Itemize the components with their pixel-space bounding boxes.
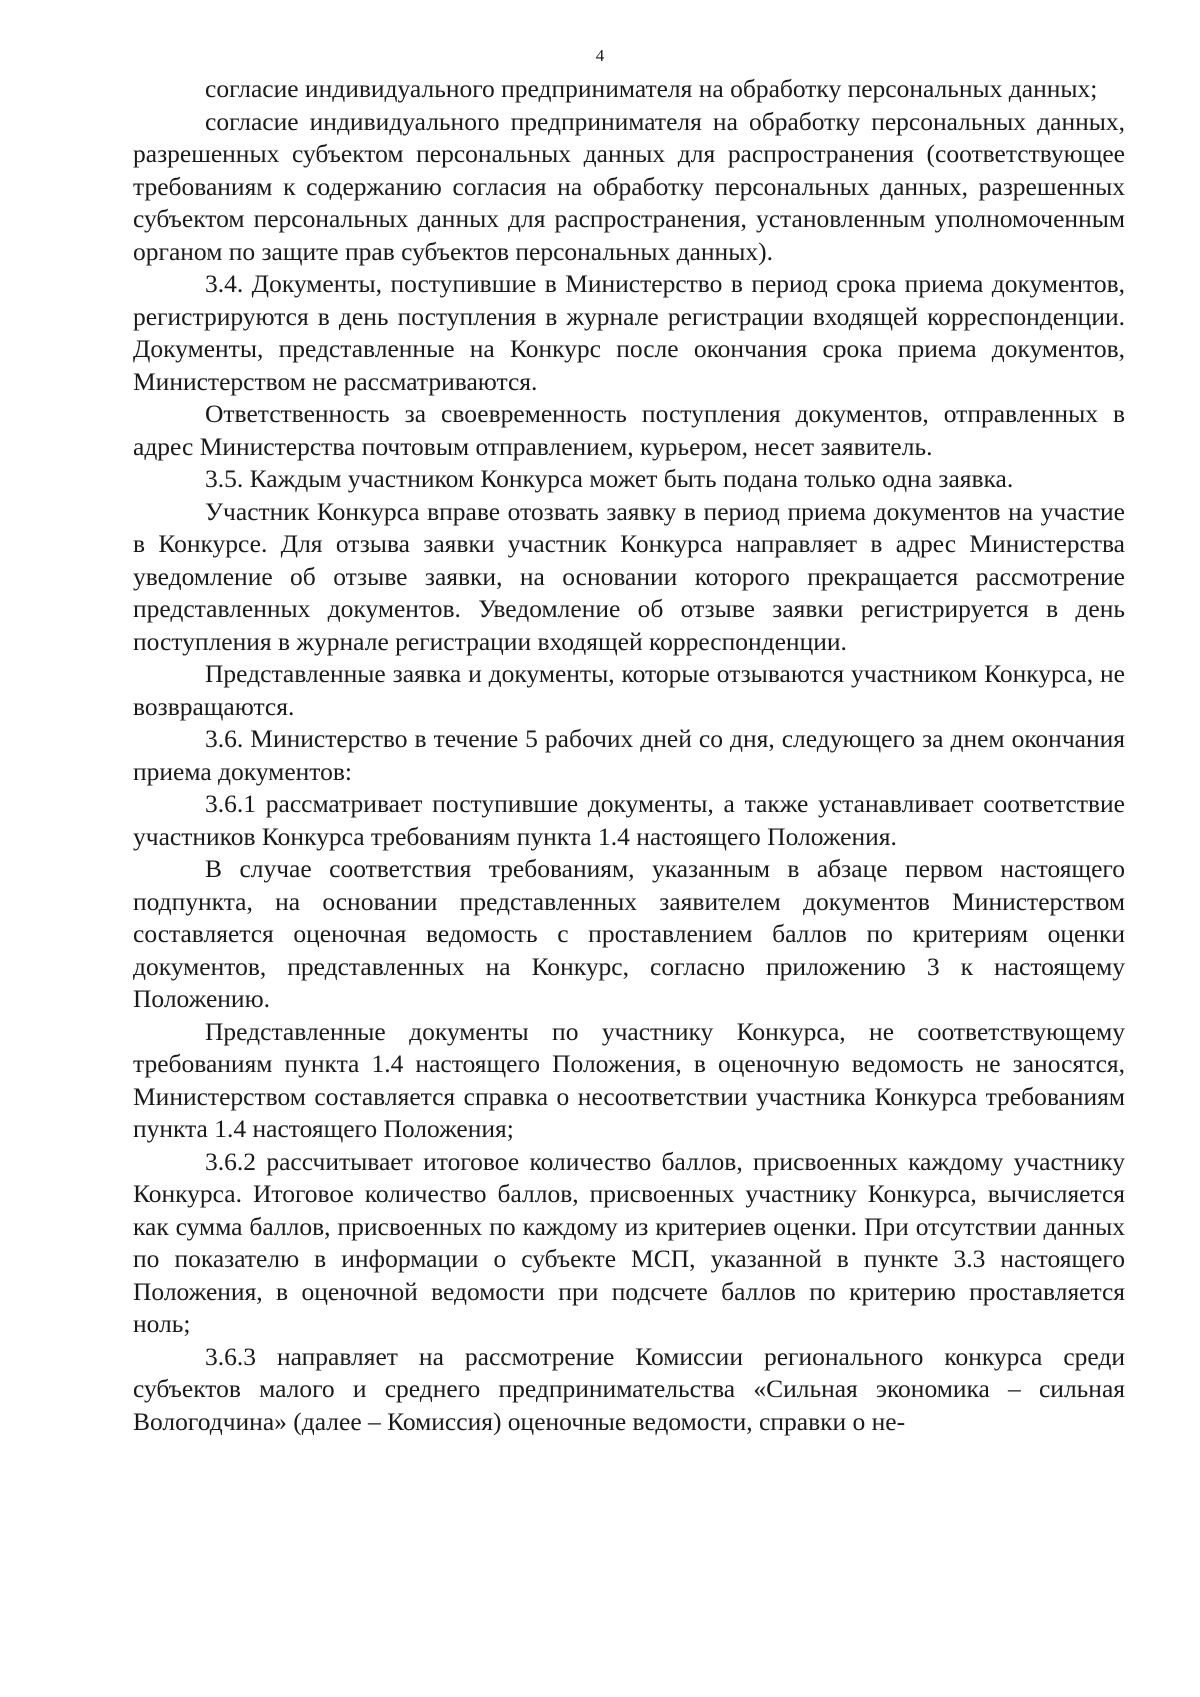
paragraph-not-returned: Представленные заявка и документы, которые отзываются участником Конкурса, не возвращаются. — [133, 659, 1125, 721]
paragraph-withdraw-application: Участник Конкурса вправе отозвать заявку в период приема документов на участие в Конкурсе. Для отзыва заявки участник Конкурса направляет в адрес Министерства уведомление об отзыве заявки, на основании которого прекращается рассмотрение представленных документов. Уведомление об отзыве заявки регистрируется в день поступления в журнале регистрации входящей корреспонденции. — [133, 496, 1125, 656]
paragraph-compliance-case: В случае соответствия требованиям, указанным в абзаце первом настоящего подпункта, на основании представленных заявителем документов Министерством составляется оценочная ведомость с проставлением баллов по критериям оценки документов, представленных на Конкурс, согласно приложению 3 к настоящему Положению. — [133, 854, 1125, 1013]
paragraph-non-compliance: Представленные документы по участнику Конкурса, не соответствующему требованиям пункта 1.4 настоящего Положения, в оценочную ведомость не заносятся, Министерством составляется справка о несоответствии участника Конкурса требованиям пункта 1.4 настоящего Положения; — [133, 1016, 1125, 1143]
paragraph-3-6-2: 3.6.2 рассчитывает итоговое количество баллов, присвоенных каждому участнику Конкурса. Итоговое количество баллов, присвоенных участнику Конкурса, вычисляется как сумма баллов, присвоенных по каждому из критериев оценки. При отсутствии данных по показателю в информации о субъекте МСП, указанной в пункте 3.3 настоящего Положения, в оценочной ведомости при подсчете баллов по критерию проставляется ноль; — [133, 1146, 1125, 1338]
paragraph-responsibility: Ответственность за своевременность поступления документов, отправленных в адрес Министерства почтовым отправлением, курьером, несет заявитель. — [133, 399, 1125, 461]
document-body — [133, 73, 1125, 1438]
paragraph-3-6-3: 3.6.3 направляет на рассмотрение Комиссии регионального конкурса среди субъектов малого и среднего предпринимательства «Сильная экономика – сильная Вологодчина» (далее – Комиссия) оценочные ведомости, справки о не- — [133, 1341, 1125, 1436]
paragraph-consent-personal-data: согласие индивидуального предпринимателя на обработку персональных данных; — [205, 74, 1098, 103]
paragraph-3-4: 3.4. Документы, поступившие в Министерство в период срока приема документов, регистрируются в день поступления в журнале регистрации входящей корреспонденции. Документы, представленные на Конкурс после окончания срока приема документов, Министерством не рассматриваются. — [133, 269, 1125, 396]
paragraph-3-6-1: 3.6.1 рассматривает поступившие документы, а также устанавливает соответствие участников Конкурса требованиям пункта 1.4 настоящего Положения. — [133, 789, 1125, 851]
paragraph-3-5: 3.5. Каждым участником Конкурса может быть подана только одна заявка. — [205, 464, 1014, 493]
page-number: 4 — [595, 46, 605, 65]
paragraph-3-6: 3.6. Министерство в течение 5 рабочих дней со дня, следующего за днем окончания приема документов: — [133, 724, 1125, 786]
paragraph-consent-distribution: согласие индивидуального предпринимателя на обработку персональных данных, разрешенных субъектом персональных данных для распространения (соответствующее требованиям к содержанию согласия на обработку персональных данных, разрешенных субъектом персональных данных для распространения, установленным уполномоченным органом по защите прав субъектов персональных данных). — [133, 106, 1125, 266]
